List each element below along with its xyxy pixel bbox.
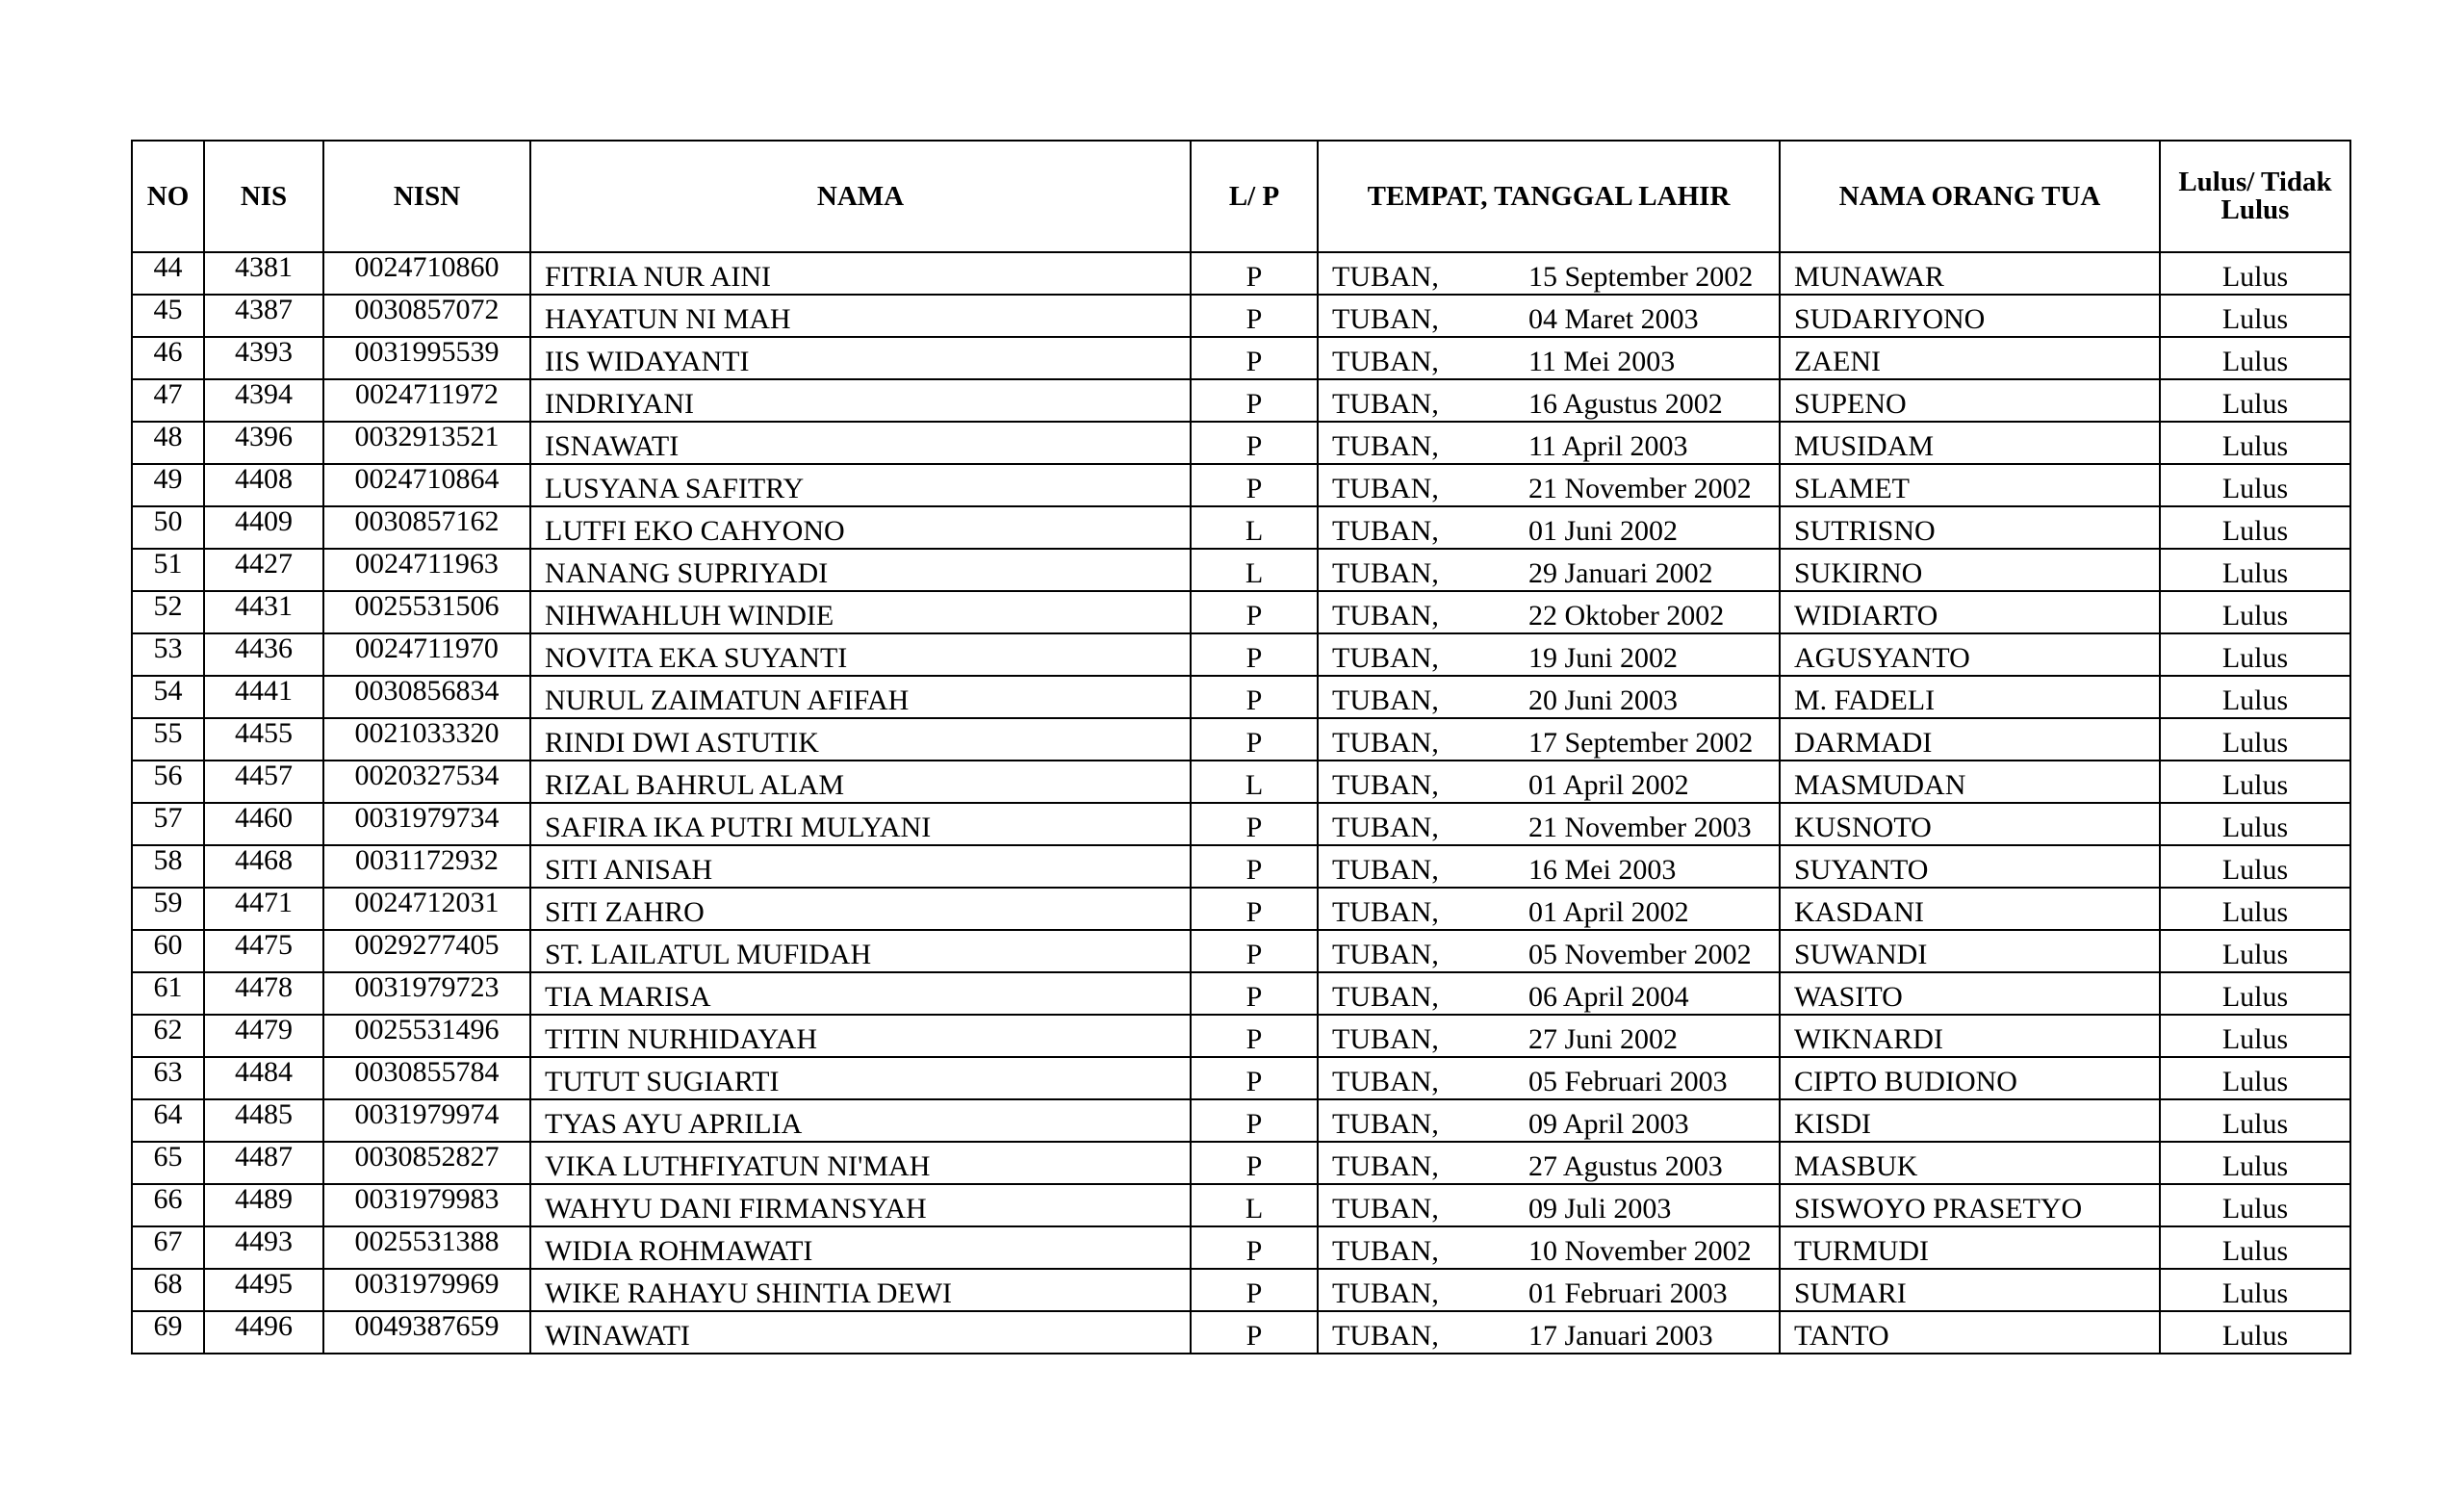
cell-ortu: SUWANDI — [1780, 930, 2160, 972]
cell-ortu: SUYANTO — [1780, 845, 2160, 888]
birth-date: 21 November 2002 — [1528, 473, 1752, 504]
table-row — [132, 295, 2350, 337]
cell-status: Lulus — [2160, 422, 2350, 464]
cell-lp: P — [1191, 633, 1318, 676]
table-row — [132, 718, 2350, 761]
birth-date: 22 Oktober 2002 — [1528, 600, 1725, 632]
birth-date: 10 November 2002 — [1528, 1235, 1752, 1267]
cell-ttl — [1318, 337, 1780, 379]
cell-lp: P — [1191, 972, 1318, 1015]
cell-no: 54 — [132, 676, 204, 718]
graduation-table — [131, 140, 2351, 1354]
cell-ortu: SLAMET — [1780, 464, 2160, 506]
cell-ttl — [1318, 930, 1780, 972]
cell-ttl — [1318, 803, 1780, 845]
header-nama: NAMA — [530, 141, 1191, 252]
cell-ttl — [1318, 295, 1780, 337]
birth-place: TUBAN, — [1332, 473, 1439, 504]
table-row — [132, 337, 2350, 379]
cell-ttl — [1318, 718, 1780, 761]
cell-ortu: SISWOYO PRASETYO — [1780, 1184, 2160, 1226]
cell-nama: SAFIRA IKA PUTRI MULYANI — [530, 803, 1191, 845]
birth-date: 17 Januari 2003 — [1528, 1320, 1713, 1352]
cell-nama: TIA MARISA — [530, 972, 1191, 1015]
cell-nisn: 0024710864 — [323, 464, 530, 506]
table-row — [132, 1057, 2350, 1099]
cell-nis: 4409 — [204, 506, 323, 549]
birth-place: TUBAN, — [1332, 812, 1439, 843]
cell-nisn: 0049387659 — [323, 1311, 530, 1354]
cell-status: Lulus — [2160, 1311, 2350, 1354]
cell-lp: P — [1191, 930, 1318, 972]
header-no: NO — [132, 141, 204, 252]
birth-place: TUBAN, — [1332, 430, 1439, 462]
cell-nisn: 0030857072 — [323, 295, 530, 337]
cell-ortu: WIKNARDI — [1780, 1015, 2160, 1057]
cell-nisn: 0032913521 — [323, 422, 530, 464]
cell-lp: P — [1191, 718, 1318, 761]
cell-no: 62 — [132, 1015, 204, 1057]
cell-nama: TITIN NURHIDAYAH — [530, 1015, 1191, 1057]
table-row — [132, 422, 2350, 464]
cell-lp: P — [1191, 1099, 1318, 1142]
cell-status: Lulus — [2160, 761, 2350, 803]
cell-ortu: WASITO — [1780, 972, 2160, 1015]
birth-date: 16 Mei 2003 — [1528, 854, 1677, 886]
cell-ortu: KUSNOTO — [1780, 803, 2160, 845]
cell-no: 68 — [132, 1269, 204, 1311]
cell-status: Lulus — [2160, 1269, 2350, 1311]
cell-status: Lulus — [2160, 718, 2350, 761]
cell-no: 61 — [132, 972, 204, 1015]
cell-no: 51 — [132, 549, 204, 591]
cell-lp: P — [1191, 1142, 1318, 1184]
birth-place: TUBAN, — [1332, 1235, 1439, 1267]
cell-lp: L — [1191, 761, 1318, 803]
cell-nisn: 0031172932 — [323, 845, 530, 888]
birth-place: TUBAN, — [1332, 1108, 1439, 1140]
birth-place: TUBAN, — [1332, 388, 1439, 420]
cell-nama: TYAS AYU APRILIA — [530, 1099, 1191, 1142]
birth-place: TUBAN, — [1332, 1066, 1439, 1097]
cell-lp: L — [1191, 549, 1318, 591]
cell-nis: 4436 — [204, 633, 323, 676]
birth-date: 27 Juni 2002 — [1528, 1023, 1679, 1055]
birth-date: 20 Juni 2003 — [1528, 684, 1679, 716]
birth-place: TUBAN, — [1332, 896, 1439, 928]
cell-status: Lulus — [2160, 337, 2350, 379]
cell-nis: 4496 — [204, 1311, 323, 1354]
cell-ttl — [1318, 1142, 1780, 1184]
table-row — [132, 1269, 2350, 1311]
cell-nisn: 0031979723 — [323, 972, 530, 1015]
cell-nisn: 0031979734 — [323, 803, 530, 845]
table-header — [132, 141, 2350, 252]
cell-lp: P — [1191, 422, 1318, 464]
cell-ttl — [1318, 972, 1780, 1015]
table-row — [132, 1015, 2350, 1057]
cell-nisn: 0030856834 — [323, 676, 530, 718]
birth-place: TUBAN, — [1332, 515, 1439, 547]
cell-nama: RINDI DWI ASTUTIK — [530, 718, 1191, 761]
birth-place: TUBAN, — [1332, 346, 1439, 377]
cell-lp: P — [1191, 1226, 1318, 1269]
cell-no: 58 — [132, 845, 204, 888]
table-row — [132, 1226, 2350, 1269]
table-row — [132, 379, 2350, 422]
cell-ortu: SUTRISNO — [1780, 506, 2160, 549]
cell-status: Lulus — [2160, 803, 2350, 845]
cell-ttl — [1318, 633, 1780, 676]
birth-date: 05 Februari 2003 — [1528, 1066, 1728, 1097]
table-row — [132, 761, 2350, 803]
cell-status: Lulus — [2160, 1099, 2350, 1142]
cell-lp: P — [1191, 295, 1318, 337]
cell-status: Lulus — [2160, 676, 2350, 718]
cell-ttl — [1318, 1311, 1780, 1354]
cell-nis: 4455 — [204, 718, 323, 761]
cell-status: Lulus — [2160, 1015, 2350, 1057]
cell-lp: P — [1191, 464, 1318, 506]
cell-ttl — [1318, 379, 1780, 422]
cell-ttl — [1318, 761, 1780, 803]
birth-place: TUBAN, — [1332, 939, 1439, 970]
cell-nisn: 0024711970 — [323, 633, 530, 676]
cell-nama: WIDIA ROHMAWATI — [530, 1226, 1191, 1269]
birth-date: 01 April 2002 — [1528, 896, 1689, 928]
cell-nama: NOVITA EKA SUYANTI — [530, 633, 1191, 676]
cell-status: Lulus — [2160, 633, 2350, 676]
cell-ortu: WIDIARTO — [1780, 591, 2160, 633]
cell-nisn: 0024712031 — [323, 888, 530, 930]
birth-date: 11 April 2003 — [1528, 430, 1688, 462]
cell-lp: P — [1191, 591, 1318, 633]
header-nis: NIS — [204, 141, 323, 252]
cell-nisn: 0020327534 — [323, 761, 530, 803]
birth-date: 01 Februari 2003 — [1528, 1277, 1728, 1309]
birth-date: 16 Agustus 2002 — [1528, 388, 1723, 420]
cell-lp: P — [1191, 1311, 1318, 1354]
cell-ortu: AGUSYANTO — [1780, 633, 2160, 676]
birth-place: TUBAN, — [1332, 684, 1439, 716]
birth-place: TUBAN, — [1332, 769, 1439, 801]
cell-nama: WINAWATI — [530, 1311, 1191, 1354]
cell-nisn: 0030852827 — [323, 1142, 530, 1184]
header-row — [132, 141, 2350, 252]
cell-nama: ST. LAILATUL MUFIDAH — [530, 930, 1191, 972]
cell-status: Lulus — [2160, 1142, 2350, 1184]
cell-status: Lulus — [2160, 1184, 2350, 1226]
cell-nisn: 0030857162 — [323, 506, 530, 549]
cell-nisn: 0025531388 — [323, 1226, 530, 1269]
cell-ttl — [1318, 1015, 1780, 1057]
cell-no: 65 — [132, 1142, 204, 1184]
cell-no: 46 — [132, 337, 204, 379]
cell-ttl — [1318, 591, 1780, 633]
cell-nama: INDRIYANI — [530, 379, 1191, 422]
cell-ortu: TURMUDI — [1780, 1226, 2160, 1269]
cell-no: 57 — [132, 803, 204, 845]
cell-nis: 4484 — [204, 1057, 323, 1099]
cell-no: 53 — [132, 633, 204, 676]
cell-nis: 4441 — [204, 676, 323, 718]
cell-nama: WAHYU DANI FIRMANSYAH — [530, 1184, 1191, 1226]
cell-nisn: 0031995539 — [323, 337, 530, 379]
cell-nis: 4485 — [204, 1099, 323, 1142]
cell-lp: L — [1191, 1184, 1318, 1226]
cell-nis: 4471 — [204, 888, 323, 930]
cell-nis: 4387 — [204, 295, 323, 337]
birth-date: 11 Mei 2003 — [1528, 346, 1676, 377]
cell-nis: 4489 — [204, 1184, 323, 1226]
cell-nama: RIZAL BAHRUL ALAM — [530, 761, 1191, 803]
birth-place: TUBAN, — [1332, 981, 1439, 1013]
birth-place: TUBAN, — [1332, 727, 1439, 759]
cell-ttl — [1318, 1269, 1780, 1311]
cell-ttl — [1318, 506, 1780, 549]
cell-status: Lulus — [2160, 972, 2350, 1015]
birth-date: 01 April 2002 — [1528, 769, 1689, 801]
cell-nisn: 0021033320 — [323, 718, 530, 761]
birth-place: TUBAN, — [1332, 854, 1439, 886]
cell-nisn: 0031979969 — [323, 1269, 530, 1311]
cell-ortu: MUSIDAM — [1780, 422, 2160, 464]
cell-no: 44 — [132, 252, 204, 295]
cell-no: 45 — [132, 295, 204, 337]
cell-status: Lulus — [2160, 464, 2350, 506]
cell-ttl — [1318, 1184, 1780, 1226]
cell-ortu: KASDANI — [1780, 888, 2160, 930]
table-row — [132, 972, 2350, 1015]
cell-lp: P — [1191, 1269, 1318, 1311]
cell-nama: IIS WIDAYANTI — [530, 337, 1191, 379]
birth-place: TUBAN, — [1332, 1320, 1439, 1352]
cell-nis: 4427 — [204, 549, 323, 591]
table-row — [132, 930, 2350, 972]
cell-no: 49 — [132, 464, 204, 506]
cell-nis: 4381 — [204, 252, 323, 295]
cell-nama: LUSYANA SAFITRY — [530, 464, 1191, 506]
table-row — [132, 506, 2350, 549]
cell-status: Lulus — [2160, 888, 2350, 930]
cell-ortu: DARMADI — [1780, 718, 2160, 761]
cell-nisn: 0024711972 — [323, 379, 530, 422]
cell-nama: LUTFI EKO CAHYONO — [530, 506, 1191, 549]
cell-no: 64 — [132, 1099, 204, 1142]
cell-nis: 4396 — [204, 422, 323, 464]
header-lp: L/ P — [1191, 141, 1318, 252]
cell-nama: SITI ZAHRO — [530, 888, 1191, 930]
cell-nisn: 0025531506 — [323, 591, 530, 633]
cell-status: Lulus — [2160, 591, 2350, 633]
birth-date: 05 November 2002 — [1528, 939, 1752, 970]
cell-ortu: SUPENO — [1780, 379, 2160, 422]
birth-place: TUBAN, — [1332, 303, 1439, 335]
cell-nisn: 0024711963 — [323, 549, 530, 591]
birth-date: 17 September 2002 — [1528, 727, 1754, 759]
cell-nisn: 0029277405 — [323, 930, 530, 972]
cell-ortu: SUMARI — [1780, 1269, 2160, 1311]
cell-nisn: 0025531496 — [323, 1015, 530, 1057]
birth-date: 27 Agustus 2003 — [1528, 1150, 1723, 1182]
cell-no: 47 — [132, 379, 204, 422]
cell-nama: SITI ANISAH — [530, 845, 1191, 888]
cell-nis: 4431 — [204, 591, 323, 633]
cell-nama: NANANG SUPRIYADI — [530, 549, 1191, 591]
cell-lp: P — [1191, 1057, 1318, 1099]
birth-place: TUBAN, — [1332, 557, 1439, 589]
cell-nama: VIKA LUTHFIYATUN NI'MAH — [530, 1142, 1191, 1184]
cell-nis: 4468 — [204, 845, 323, 888]
cell-status: Lulus — [2160, 506, 2350, 549]
birth-place: TUBAN, — [1332, 261, 1439, 293]
birth-date: 19 Juni 2002 — [1528, 642, 1679, 674]
table-row — [132, 549, 2350, 591]
cell-nama: NIHWAHLUH WINDIE — [530, 591, 1191, 633]
cell-ortu: SUDARIYONO — [1780, 295, 2160, 337]
cell-nis: 4408 — [204, 464, 323, 506]
birth-place: TUBAN, — [1332, 1193, 1439, 1225]
birth-place: TUBAN, — [1332, 1150, 1439, 1182]
cell-nis: 4495 — [204, 1269, 323, 1311]
cell-lp: P — [1191, 337, 1318, 379]
cell-nisn: 0031979983 — [323, 1184, 530, 1226]
cell-nama: NURUL ZAIMATUN AFIFAH — [530, 676, 1191, 718]
birth-place: TUBAN, — [1332, 642, 1439, 674]
cell-no: 69 — [132, 1311, 204, 1354]
cell-nis: 4479 — [204, 1015, 323, 1057]
cell-status: Lulus — [2160, 379, 2350, 422]
cell-ttl — [1318, 549, 1780, 591]
cell-ttl — [1318, 1099, 1780, 1142]
header-nisn: NISN — [323, 141, 530, 252]
cell-ttl — [1318, 252, 1780, 295]
table-row — [132, 888, 2350, 930]
cell-no: 66 — [132, 1184, 204, 1226]
birth-date: 09 Juli 2003 — [1528, 1193, 1672, 1225]
cell-nis: 4478 — [204, 972, 323, 1015]
header-ortu: NAMA ORANG TUA — [1780, 141, 2160, 252]
birth-date: 29 Januari 2002 — [1528, 557, 1713, 589]
cell-nisn: 0030855784 — [323, 1057, 530, 1099]
cell-nis: 4457 — [204, 761, 323, 803]
cell-status: Lulus — [2160, 1226, 2350, 1269]
cell-lp: L — [1191, 506, 1318, 549]
cell-status: Lulus — [2160, 1057, 2350, 1099]
cell-ortu: ZAENI — [1780, 337, 2160, 379]
table-row — [132, 591, 2350, 633]
birth-date: 06 April 2004 — [1528, 981, 1689, 1013]
birth-place: TUBAN, — [1332, 1023, 1439, 1055]
cell-ortu: MASMUDAN — [1780, 761, 2160, 803]
cell-status: Lulus — [2160, 549, 2350, 591]
cell-no: 59 — [132, 888, 204, 930]
table-body — [132, 252, 2350, 1354]
cell-no: 60 — [132, 930, 204, 972]
cell-nis: 4393 — [204, 337, 323, 379]
table-row — [132, 1311, 2350, 1354]
table-row — [132, 1142, 2350, 1184]
cell-lp: P — [1191, 803, 1318, 845]
cell-ttl — [1318, 888, 1780, 930]
table-row — [132, 676, 2350, 718]
cell-nama: HAYATUN NI MAH — [530, 295, 1191, 337]
cell-lp: P — [1191, 845, 1318, 888]
cell-ortu: KISDI — [1780, 1099, 2160, 1142]
table-row — [132, 633, 2350, 676]
table-row — [132, 1099, 2350, 1142]
cell-no: 63 — [132, 1057, 204, 1099]
birth-date: 21 November 2003 — [1528, 812, 1752, 843]
cell-ttl — [1318, 1057, 1780, 1099]
cell-nisn: 0024710860 — [323, 252, 530, 295]
cell-lp: P — [1191, 252, 1318, 295]
table-row — [132, 1184, 2350, 1226]
cell-no: 52 — [132, 591, 204, 633]
cell-no: 50 — [132, 506, 204, 549]
birth-date: 01 Juni 2002 — [1528, 515, 1679, 547]
cell-nama: ISNAWATI — [530, 422, 1191, 464]
table-row — [132, 803, 2350, 845]
cell-lp: P — [1191, 1015, 1318, 1057]
table-row — [132, 845, 2350, 888]
cell-lp: P — [1191, 379, 1318, 422]
cell-nama: TUTUT SUGIARTI — [530, 1057, 1191, 1099]
cell-nama: WIKE RAHAYU SHINTIA DEWI — [530, 1269, 1191, 1311]
cell-ttl — [1318, 422, 1780, 464]
cell-ortu: CIPTO BUDIONO — [1780, 1057, 2160, 1099]
cell-nis: 4460 — [204, 803, 323, 845]
cell-no: 55 — [132, 718, 204, 761]
cell-ortu: SUKIRNO — [1780, 549, 2160, 591]
cell-status: Lulus — [2160, 930, 2350, 972]
cell-status: Lulus — [2160, 295, 2350, 337]
cell-ttl — [1318, 1226, 1780, 1269]
table-row — [132, 252, 2350, 295]
header-ttl: TEMPAT, TANGGAL LAHIR — [1318, 141, 1780, 252]
cell-ortu: TANTO — [1780, 1311, 2160, 1354]
cell-ttl — [1318, 464, 1780, 506]
cell-no: 67 — [132, 1226, 204, 1269]
cell-ortu: MUNAWAR — [1780, 252, 2160, 295]
cell-nis: 4475 — [204, 930, 323, 972]
cell-nis: 4394 — [204, 379, 323, 422]
birth-date: 09 April 2003 — [1528, 1108, 1689, 1140]
birth-place: TUBAN, — [1332, 1277, 1439, 1309]
birth-place: TUBAN, — [1332, 600, 1439, 632]
cell-ttl — [1318, 676, 1780, 718]
cell-nis: 4487 — [204, 1142, 323, 1184]
cell-ttl — [1318, 845, 1780, 888]
birth-date: 04 Maret 2003 — [1528, 303, 1699, 335]
cell-status: Lulus — [2160, 845, 2350, 888]
cell-nisn: 0031979974 — [323, 1099, 530, 1142]
cell-nama: FITRIA NUR AINI — [530, 252, 1191, 295]
cell-no: 56 — [132, 761, 204, 803]
cell-nis: 4493 — [204, 1226, 323, 1269]
cell-lp: P — [1191, 676, 1318, 718]
cell-ortu: MASBUK — [1780, 1142, 2160, 1184]
birth-date: 15 September 2002 — [1528, 261, 1754, 293]
table-row — [132, 464, 2350, 506]
cell-ortu: M. FADELI — [1780, 676, 2160, 718]
cell-lp: P — [1191, 888, 1318, 930]
cell-status: Lulus — [2160, 252, 2350, 295]
header-status: Lulus/ Tidak Lulus — [2160, 141, 2350, 252]
cell-no: 48 — [132, 422, 204, 464]
